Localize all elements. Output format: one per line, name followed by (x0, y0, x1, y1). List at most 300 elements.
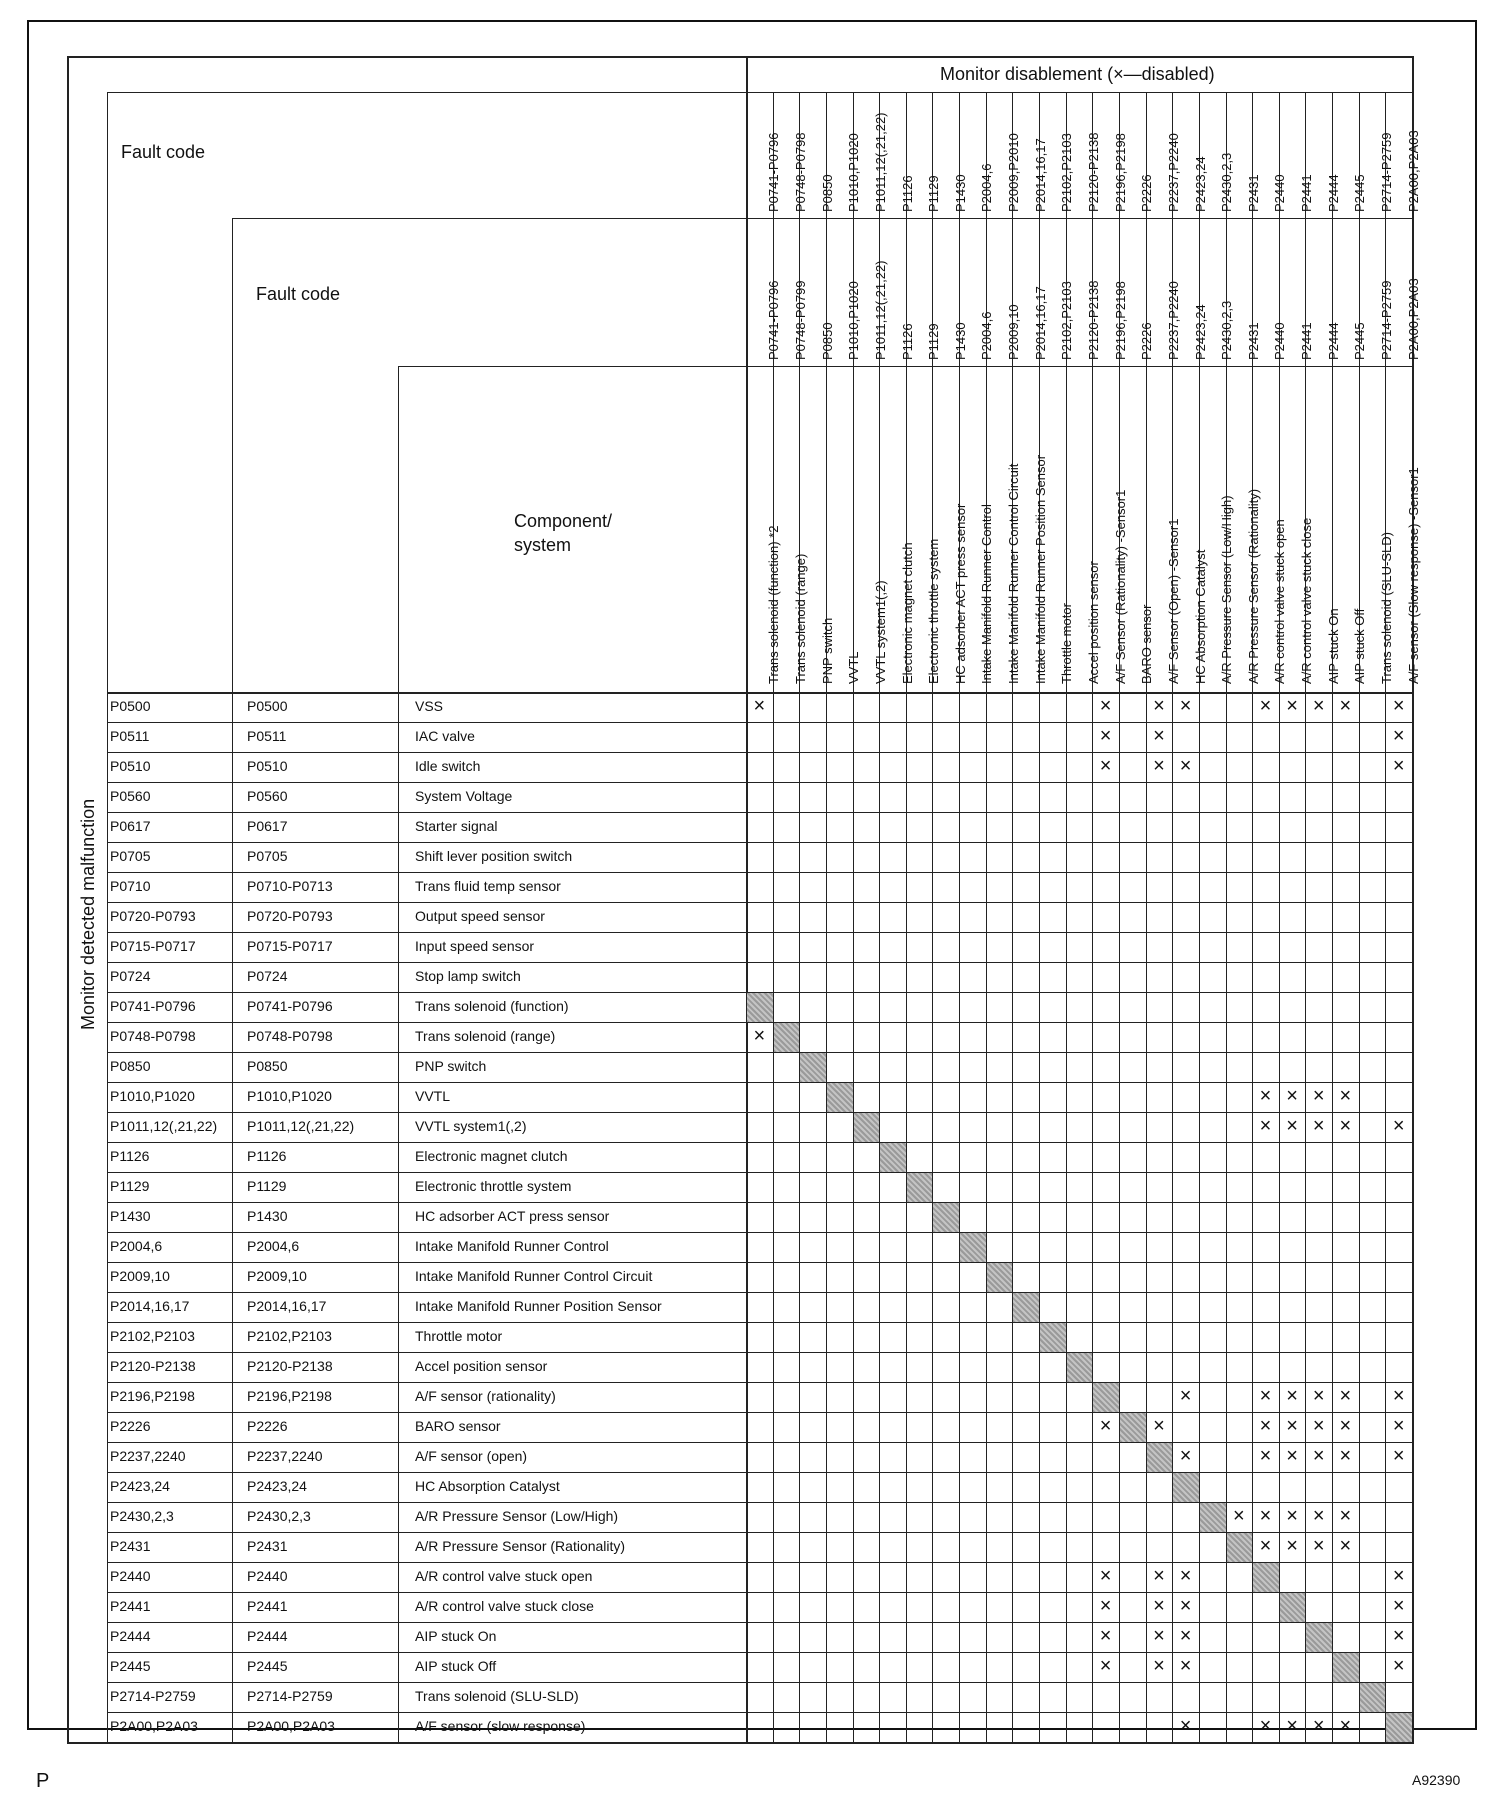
disabled-mark: × (1392, 1445, 1405, 1467)
row-component: Shift lever position switch (415, 848, 573, 864)
disabled-mark: × (1099, 755, 1112, 777)
diagonal-shade-cell (774, 1023, 800, 1052)
column-code-top: P0748-P0798 (792, 132, 808, 212)
disabled-mark: × (1339, 1085, 1352, 1107)
disabled-mark: × (1286, 1415, 1298, 1437)
column-code-top: P2014,16,17 (1032, 138, 1048, 212)
row-component: AIP stuck Off (415, 1658, 497, 1674)
row-fault-code: P2431 (110, 1538, 151, 1554)
row-component: A/F sensor (rationality) (415, 1388, 556, 1404)
row-fault-code: P1011,12(,21,22) (110, 1118, 218, 1134)
column-code-mid: P2444 (1325, 322, 1341, 360)
disabled-mark: × (1312, 1445, 1325, 1467)
diagonal-shade-cell (1360, 1683, 1386, 1712)
column-component: A/R Pressure Sensor (Rationality) (1245, 488, 1261, 684)
row-fault-code: P2441 (110, 1598, 151, 1614)
row-fault-code: P0715-P0717 (110, 938, 196, 954)
disabled-mark: × (1179, 1565, 1192, 1587)
column-component: VVTL system1(,2) (872, 580, 888, 684)
row-fault-code: P1430 (110, 1208, 151, 1224)
disabled-mark: × (1099, 1595, 1112, 1617)
disabled-mark: × (1312, 1505, 1325, 1527)
row-fault-code: P2196,P2198 (110, 1388, 195, 1404)
disabled-mark: × (1392, 695, 1405, 717)
disabled-mark: × (753, 1025, 766, 1047)
column-code-top: P0741-P0796 (766, 132, 782, 212)
col-line-1 (107, 92, 108, 1742)
column-code-top: P2237,P2240 (1165, 133, 1181, 212)
column-component: AIP stuck Off (1352, 608, 1368, 684)
row-fault-code-2: P2009,10 (247, 1268, 307, 1284)
grid-row-line (107, 722, 1412, 723)
row-component: Electronic magnet clutch (415, 1148, 568, 1164)
column-code-top: P2431 (1245, 174, 1261, 212)
column-code-mid: P2440 (1272, 322, 1288, 360)
disabled-mark: × (1392, 1115, 1405, 1137)
row-fault-code-2: P0720-P0793 (247, 908, 333, 924)
disabled-mark: × (1179, 1385, 1192, 1407)
row-component: VVTL system1(,2) (415, 1118, 527, 1134)
row-component: Intake Manifold Runner Control Circuit (415, 1268, 653, 1284)
row-fault-code: P0724 (110, 968, 151, 984)
column-component: A/R Pressure Sensor (Low/High) (1219, 495, 1235, 684)
column-code-top: P2120-P2138 (1086, 132, 1101, 212)
row-component: A/R Pressure Sensor (Rationality) (415, 1538, 626, 1554)
disabled-mark: × (1312, 1115, 1325, 1137)
row-fault-code-2: P2226 (247, 1418, 288, 1434)
row-fault-code-2: P0617 (247, 818, 288, 834)
row-fault-code-2: P0715-P0717 (247, 938, 333, 954)
row-component: Output speed sensor (415, 908, 545, 924)
disabled-mark: × (1153, 725, 1165, 747)
grid-row-line (107, 1562, 1412, 1563)
row-fault-code-2: P0560 (247, 788, 288, 804)
disabled-mark: × (1339, 1505, 1352, 1527)
disabled-mark: × (1312, 1385, 1325, 1407)
col-line-4 (746, 56, 748, 1742)
column-code-top: P2196,P2198 (1112, 133, 1128, 212)
row-component: A/F sensor (slow response) (415, 1718, 586, 1734)
row-component: AIP stuck On (415, 1628, 497, 1644)
row-fault-code-2: P2014,16,17 (247, 1298, 327, 1314)
column-code-top: P1011,12(,21,22) (872, 112, 888, 212)
row-component: Idle switch (415, 758, 481, 774)
row-component: Trans solenoid (range) (415, 1028, 556, 1044)
row-fault-code-2: P0500 (247, 698, 288, 714)
row-fault-code-2: P2196,P2198 (247, 1388, 332, 1404)
disabled-mark: × (1339, 1415, 1352, 1437)
row-component: Throttle motor (415, 1328, 503, 1344)
column-component: Intake Manifold Runner Position Sensor (1032, 454, 1048, 684)
column-component: Electronic magnet clutch (899, 542, 915, 684)
row-component: Trans fluid temp sensor (415, 878, 561, 894)
disabled-mark: × (1179, 1655, 1192, 1677)
column-code-mid: P1126 (899, 323, 915, 360)
disabled-mark: × (1312, 1085, 1325, 1107)
column-code-top: P1129 (926, 175, 942, 212)
disabled-mark: × (1099, 1625, 1112, 1647)
grid-row-line (107, 1232, 1412, 1233)
disabled-mark: × (1392, 1625, 1405, 1647)
row-component: Trans solenoid (SLU-SLD) (415, 1688, 579, 1704)
grid-row-line (107, 1652, 1412, 1653)
column-component: A/F sensor (Slow response) -Sensor1 (1405, 467, 1421, 684)
row-fault-code: P0741-P0796 (110, 998, 196, 1014)
row-fault-code-2: P0850 (247, 1058, 288, 1074)
disabled-mark: × (1339, 1445, 1352, 1467)
row-fault-code: P2714-P2759 (110, 1688, 196, 1704)
row-fault-code: P2440 (110, 1568, 151, 1584)
diagonal-shade-cell (1306, 1623, 1332, 1652)
column-code-mid: P2004,6 (979, 311, 995, 360)
grid-row-line (107, 1202, 1412, 1203)
row-fault-code-2: P2430,2,3 (247, 1508, 311, 1524)
column-component: Accel position sensor (1086, 561, 1101, 684)
row-component: Stop lamp switch (415, 968, 521, 984)
disabled-mark: × (1286, 1715, 1298, 1737)
column-code-top: P2009,P2010 (1006, 133, 1022, 212)
disabled-mark: × (1339, 1385, 1352, 1407)
row-fault-code: P0500 (110, 698, 151, 714)
column-code-mid: P2196,P2198 (1112, 281, 1128, 360)
row-fault-code-2: P2440 (247, 1568, 288, 1584)
disabled-mark: × (1286, 1505, 1298, 1527)
column-code-mid: P2714-P2759 (1379, 280, 1395, 360)
row-fault-code-2: P2237,2240 (247, 1448, 323, 1464)
grid-row-line (107, 1412, 1412, 1413)
grid-row-line (107, 812, 1412, 813)
row-fault-code-2: P2441 (247, 1598, 288, 1614)
column-component: HC Absorption Catalyst (1192, 549, 1208, 684)
disabled-mark: × (1232, 1505, 1245, 1527)
disabled-mark: × (1259, 1535, 1272, 1557)
diagonal-shade-cell (1067, 1353, 1093, 1382)
header-line-1 (107, 92, 1412, 93)
disabled-mark: × (1099, 1565, 1112, 1587)
row-fault-code: P0510 (110, 758, 151, 774)
row-fault-code: P2423,24 (110, 1478, 170, 1494)
row-component: VSS (415, 698, 444, 714)
header-line-2 (232, 218, 1412, 219)
row-fault-code-2: P2431 (247, 1538, 288, 1554)
diagonal-shade-cell (1227, 1533, 1253, 1562)
row-fault-code-2: P1129 (247, 1178, 287, 1194)
column-component: A/R control valve stuck open (1272, 519, 1288, 684)
disabled-mark: × (1392, 755, 1405, 777)
diagonal-shade-cell (1253, 1563, 1279, 1592)
column-code-top: P2440 (1272, 174, 1288, 212)
row-component: Accel position sensor (415, 1358, 548, 1374)
diagonal-shade-cell (1013, 1293, 1039, 1322)
disabled-mark: × (1392, 1595, 1405, 1617)
column-component: Trans solenoid (SLU-SLD) (1379, 532, 1395, 684)
column-code-mid: P2430,2,3 (1219, 300, 1235, 360)
disabled-mark: × (1179, 1445, 1192, 1467)
row-fault-code: P0511 (110, 728, 150, 744)
disabled-mark: × (1312, 1715, 1325, 1737)
column-code-mid: P2237,P2240 (1165, 281, 1181, 360)
column-code-mid: P0741-P0796 (766, 280, 782, 360)
column-code-mid: P1010,P1020 (846, 281, 862, 360)
grid-row-line (107, 962, 1412, 963)
row-component: Starter signal (415, 818, 498, 834)
row-fault-code-2: P2423,24 (247, 1478, 307, 1494)
disabled-mark: × (1179, 1715, 1192, 1737)
column-code-mid: P2441 (1299, 322, 1315, 360)
disabled-mark: × (1286, 695, 1298, 717)
row-fault-code: P2004,6 (110, 1238, 163, 1254)
row-fault-code: P1010,P1020 (110, 1088, 195, 1104)
row-component: A/R Pressure Sensor (Low/High) (415, 1508, 619, 1524)
disabled-mark: × (1099, 1655, 1112, 1677)
column-code-mid: P1430 (952, 322, 968, 360)
column-code-mid: P2431 (1245, 322, 1261, 360)
column-code-top: P2445 (1352, 174, 1368, 212)
row-component: VVTL (415, 1088, 451, 1104)
disabled-mark: × (1286, 1385, 1298, 1407)
row-fault-code: P2A00,P2A03 (110, 1718, 198, 1734)
column-component: AIP stuck On (1325, 608, 1341, 684)
column-code-top: P2102,P2103 (1059, 133, 1075, 212)
grid-row-line (107, 1172, 1412, 1173)
row-fault-code-2: P2102,P2103 (247, 1328, 332, 1344)
diagonal-shade-cell (880, 1143, 906, 1172)
disabled-mark: × (1312, 695, 1325, 717)
row-fault-code: P2444 (110, 1628, 151, 1644)
column-code-mid: P2120-P2138 (1086, 280, 1101, 360)
row-fault-code: P2445 (110, 1658, 151, 1674)
disabled-mark: × (1259, 695, 1272, 717)
row-component: A/R control valve stuck open (415, 1568, 593, 1584)
column-component: Trans solenoid (function) *2 (766, 525, 782, 684)
row-component: PNP switch (415, 1058, 487, 1074)
diagonal-shade-cell (747, 993, 773, 1022)
disabled-mark: × (1099, 1415, 1112, 1437)
row-fault-code-2: P2444 (247, 1628, 288, 1644)
disabled-mark: × (1179, 1625, 1192, 1647)
column-code-mid: P1129 (926, 323, 942, 360)
row-fault-code-2: P1126 (247, 1148, 287, 1164)
row-component: Intake Manifold Runner Position Sensor (415, 1298, 662, 1314)
row-fault-code: P0720-P0793 (110, 908, 196, 924)
component-header-2: system (514, 535, 572, 555)
grid-row-line (107, 1142, 1412, 1143)
column-code-top: P2423,24 (1192, 156, 1208, 212)
column-code-top: P1126 (899, 175, 915, 212)
row-fault-code: P0748-P0798 (110, 1028, 196, 1044)
diagonal-shade-cell (1280, 1593, 1306, 1622)
disabled-mark: × (1392, 725, 1405, 747)
table-border-top (67, 56, 1412, 58)
disabled-mark: × (1312, 1415, 1325, 1437)
disabled-mark: × (1286, 1445, 1298, 1467)
disabled-mark: × (1179, 755, 1192, 777)
row-fault-code-2: P2445 (247, 1658, 288, 1674)
row-fault-code-2: P2A00,P2A03 (247, 1718, 335, 1734)
row-fault-code: P0560 (110, 788, 151, 804)
disabled-mark: × (1179, 1595, 1192, 1617)
disabled-mark: × (1153, 695, 1165, 717)
table-title: Monitor disablement (×—disabled) (940, 64, 1215, 84)
column-component: Intake Manifold Runner Control Circuit (1006, 463, 1022, 684)
diagonal-shade-cell (1386, 1713, 1412, 1742)
row-fault-code-2: P0705 (247, 848, 288, 864)
grid-row-line (107, 752, 1412, 753)
disabled-mark: × (1099, 695, 1112, 717)
column-code-mid: P2226 (1139, 322, 1155, 360)
disabled-mark: × (1339, 1535, 1352, 1557)
row-component: Input speed sensor (415, 938, 535, 954)
disabled-mark: × (1259, 1445, 1272, 1467)
column-code-mid: P2445 (1352, 322, 1368, 360)
diagonal-shade-cell (827, 1083, 853, 1112)
diagonal-shade-cell (933, 1203, 959, 1232)
row-fault-code-2: P2120-P2138 (247, 1358, 333, 1374)
row-fault-code: P1129 (110, 1178, 150, 1194)
disabled-mark: × (1153, 755, 1165, 777)
column-component: Intake Manifold Runner Control (979, 504, 995, 684)
column-code-top: P1430 (952, 174, 968, 212)
disabled-mark: × (1286, 1115, 1298, 1137)
row-component: System Voltage (415, 788, 513, 804)
column-component: BARO sensor (1139, 604, 1155, 684)
disabled-mark: × (1153, 1415, 1165, 1437)
column-code-mid: P0748-P0799 (792, 280, 808, 360)
grid-row-line (107, 1592, 1412, 1593)
component-header-1: Component/ (514, 511, 613, 531)
column-code-top: P2441 (1299, 174, 1315, 212)
diagonal-shade-cell (960, 1233, 986, 1262)
disabled-mark: × (1312, 1535, 1325, 1557)
column-component: Trans solenoid (range) (792, 553, 808, 684)
column-code-mid: P2423,24 (1192, 304, 1208, 360)
disabled-mark: × (1339, 1715, 1352, 1737)
disabled-mark: × (1259, 1715, 1272, 1737)
row-fault-code-2: P0748-P0798 (247, 1028, 333, 1044)
column-code-mid: P0850 (819, 322, 835, 360)
column-code-top: P2444 (1325, 174, 1341, 212)
diagonal-shade-cell (854, 1113, 880, 1142)
disabled-mark: × (1153, 1625, 1165, 1647)
grid-row-line (107, 1532, 1412, 1533)
row-component: BARO sensor (415, 1418, 501, 1434)
disabled-mark: × (1153, 1595, 1165, 1617)
column-code-mid: P2A00,P2A03 (1405, 278, 1421, 360)
grid-row-line (107, 1622, 1412, 1623)
row-fault-code-2: P0710-P0713 (247, 878, 333, 894)
row-fault-code-2: P1010,P1020 (247, 1088, 332, 1104)
column-code-mid: P2009,10 (1006, 304, 1022, 360)
column-code-top: P0850 (819, 174, 835, 212)
disabled-mark: × (1259, 1505, 1272, 1527)
disabled-mark: × (1286, 1085, 1298, 1107)
diagonal-shade-cell (987, 1263, 1013, 1292)
column-code-mid: P2014,16,17 (1032, 286, 1048, 360)
row-fault-code: P2226 (110, 1418, 151, 1434)
table-border-bottom (67, 1742, 1412, 1744)
row-component: IAC valve (415, 728, 475, 744)
row-fault-code: P0850 (110, 1058, 151, 1074)
column-component: HC adsorber ACT press sensor (952, 503, 968, 684)
row-fault-code: P2014,16,17 (110, 1298, 190, 1314)
disabled-mark: × (1392, 1385, 1405, 1407)
column-component: Electronic throttle system (926, 538, 942, 684)
column-component: A/F Sensor (Open) -Sensor1 (1165, 518, 1181, 684)
disabled-mark: × (1259, 1385, 1272, 1407)
side-label: Monitor detected malfunction (78, 798, 98, 1030)
disabled-mark: × (1286, 1535, 1298, 1557)
diagonal-shade-cell (1040, 1323, 1066, 1352)
row-fault-code-2: P0511 (247, 728, 287, 744)
diagonal-shade-cell (800, 1053, 826, 1082)
col-line-2 (232, 218, 233, 1742)
column-component: VVTL (846, 651, 862, 684)
disabled-mark: × (1259, 1415, 1272, 1437)
grid-row-line (107, 1052, 1412, 1053)
row-component: Trans solenoid (function) (415, 998, 569, 1014)
table-border-left (67, 56, 69, 1742)
disabled-mark: × (1392, 1565, 1405, 1587)
page-mark: P (36, 1770, 50, 1792)
column-code-top: P2226 (1139, 174, 1155, 212)
diagonal-shade-cell (1333, 1653, 1359, 1682)
disabled-mark: × (1099, 725, 1112, 747)
disabled-mark: × (1153, 1565, 1165, 1587)
row-component: Electronic throttle system (415, 1178, 572, 1194)
row-fault-code-2: P1430 (247, 1208, 288, 1224)
row-fault-code: P1126 (110, 1148, 150, 1164)
diagonal-shade-cell (1173, 1473, 1199, 1502)
row-component: HC adsorber ACT press sensor (415, 1208, 610, 1224)
figure-ref: A92390 (1412, 1772, 1461, 1788)
column-code-top: P2714-P2759 (1379, 132, 1395, 212)
grid-row-line (107, 842, 1412, 843)
column-component: Throttle motor (1059, 603, 1075, 684)
row-fault-code: P0705 (110, 848, 151, 864)
diagonal-shade-cell (1120, 1413, 1146, 1442)
col-line-3 (398, 366, 399, 1742)
column-component: A/R control valve stuck close (1299, 517, 1315, 684)
diagonal-shade-cell (907, 1173, 933, 1202)
column-code-top: P2004,6 (979, 163, 995, 212)
column-code-top: P2430,2,3 (1219, 152, 1235, 212)
row-component: A/R control valve stuck close (415, 1598, 594, 1614)
disabled-mark: × (1259, 1085, 1272, 1107)
disabled-mark: × (1392, 1655, 1405, 1677)
diagonal-shade-cell (1147, 1443, 1173, 1472)
disabled-mark: × (1259, 1115, 1272, 1137)
column-code-mid: P2102,P2103 (1059, 281, 1075, 360)
row-fault-code: P2430,2,3 (110, 1508, 174, 1524)
row-component: Intake Manifold Runner Control (415, 1238, 609, 1254)
row-fault-code: P2009,10 (110, 1268, 170, 1284)
fault-code-header-top: Fault code (121, 142, 206, 162)
row-fault-code-2: P1011,12(,21,22) (247, 1118, 355, 1134)
row-fault-code-2: P2714-P2759 (247, 1688, 333, 1704)
diagonal-shade-cell (1093, 1383, 1119, 1412)
row-fault-code: P2237,2240 (110, 1448, 186, 1464)
column-component: A/F Sensor (Rationality) -Sensor1 (1112, 489, 1128, 684)
diagonal-shade-cell (1200, 1503, 1226, 1532)
row-fault-code: P0710 (110, 878, 151, 894)
disabled-mark: × (1339, 695, 1352, 717)
disabled-mark: × (1153, 1655, 1165, 1677)
disabled-mark: × (1179, 695, 1192, 717)
row-fault-code: P2102,P2103 (110, 1328, 195, 1344)
column-code-mid: P1011,12(,21,22) (872, 260, 888, 360)
row-fault-code-2: P2004,6 (247, 1238, 300, 1254)
disabled-mark: × (753, 695, 766, 717)
